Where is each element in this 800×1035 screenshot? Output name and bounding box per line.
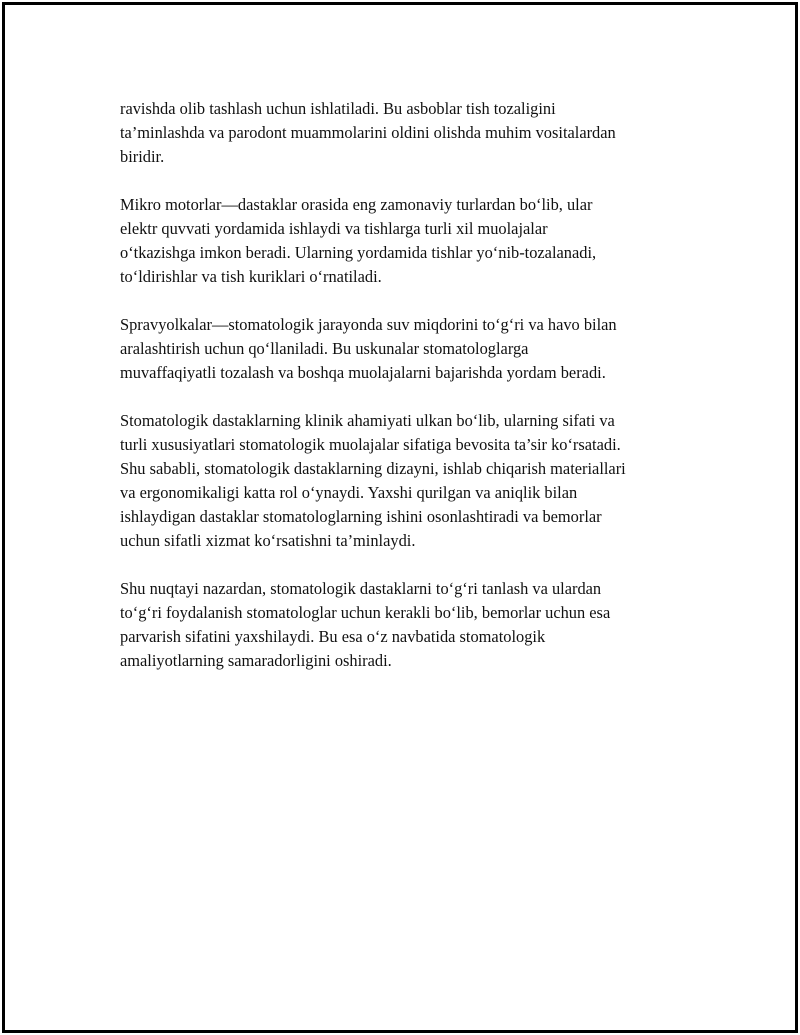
text-line: aralashtirish uchun qo‘llaniladi. Bu uskunalar stomatologlarga [120,339,529,358]
text-line: biridir. [120,147,165,166]
text-line: Stomatologik dastaklarning klinik ahamiyati ulkan bo‘lib, ularning sifati va [120,411,615,430]
text-line: to‘g‘ri foydalanish stomatologlar uchun kerakli bo‘lib, bemorlar uchun esa [120,603,611,622]
text-line: ishlaydigan dastaklar stomatologlarning ishini osonlashtiradi va bemorlar [120,507,602,526]
paragraph-1 [120,97,710,169]
text-line: turli xususiyatlari stomatologik muolajalar sifatiga bevosita ta’sir ko‘rsatadi. [120,435,621,454]
text-line: muvaffaqiyatli tozalash va boshqa muolajalarni bajarishda yordam beradi. [120,363,606,382]
text-line: ta’minlashda va parodont muammolarini oldini olishda muhim vositalardan [120,123,616,142]
text-line: Shu sababli, stomatologik dastaklarning dizayni, ishlab chiqarish materiallari [120,459,626,478]
text-line: Mikro motorlar—dastaklar orasida eng zamonaviy turlardan bo‘lib, ular [120,195,593,214]
text-line: elektr quvvati yordamida ishlaydi va tishlarga turli xil muolajalar [120,219,548,238]
paragraph-4 [120,409,710,553]
text-line: o‘tkazishga imkon beradi. Ularning yordamida tishlar yo‘nib-tozalanadi, [120,243,597,262]
paragraph-2 [120,193,710,289]
text-line: Shu nuqtayi nazardan, stomatologik dastaklarni to‘g‘ri tanlash va ulardan [120,579,602,598]
page-frame [2,2,798,1033]
document-body [120,97,710,697]
text-line: uchun sifatli xizmat ko‘rsatishni ta’minlaydi. [120,531,416,550]
text-line: ravishda olib tashlash uchun ishlatiladi. Bu asboblar tish tozaligini [120,99,556,118]
text-line: to‘ldirishlar va tish kuriklari o‘rnatiladi. [120,267,382,286]
paragraph-5 [120,577,710,673]
text-line: amaliyotlarning samaradorligini oshiradi. [120,651,392,670]
paragraph-3 [120,313,710,385]
text-line: va ergonomikaligi katta rol o‘ynaydi. Yaxshi qurilgan va aniqlik bilan [120,483,578,502]
text-line: Spravyolkalar—stomatologik jarayonda suv miqdorini to‘g‘ri va havo bilan [120,315,617,334]
text-line: parvarish sifatini yaxshilaydi. Bu esa o‘z navbatida stomatologik [120,627,546,646]
